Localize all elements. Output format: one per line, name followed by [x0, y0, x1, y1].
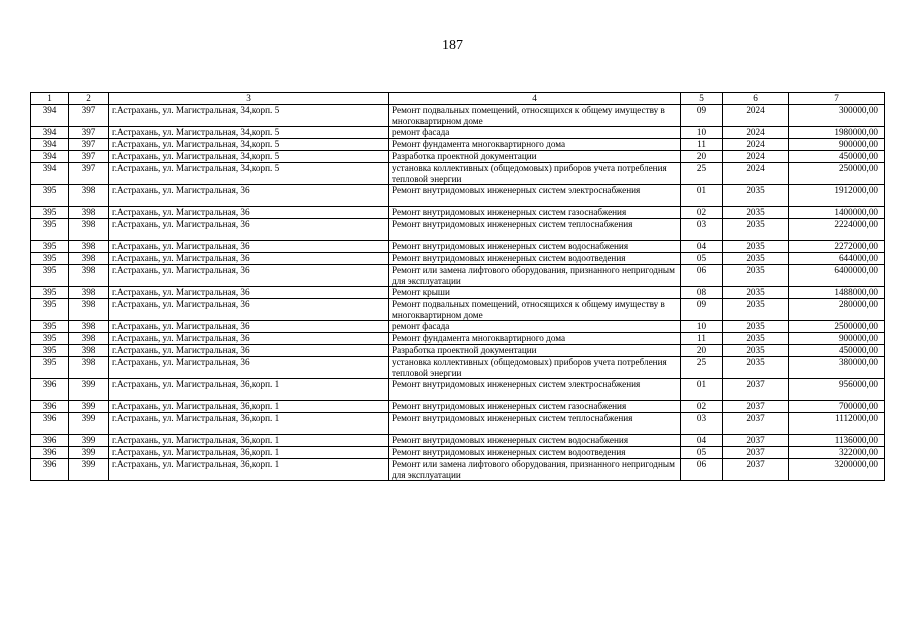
- cell-house-number: 397: [69, 127, 109, 139]
- cell-house-number: 398: [69, 321, 109, 333]
- cell-cost: 1112000,00: [789, 413, 885, 435]
- cell-work-type: Ремонт внутридомовых инженерных систем водоотведения: [389, 447, 681, 459]
- cell-cost: 322000,00: [789, 447, 885, 459]
- cell-house-number: 398: [69, 333, 109, 345]
- cell-work-code: 04: [681, 435, 723, 447]
- cell-cost: 380000,00: [789, 357, 885, 379]
- cell-address: г.Астрахань, ул. Магистральная, 36,корп. 1: [109, 447, 389, 459]
- cell-work-type: Разработка проектной документации: [389, 345, 681, 357]
- cell-address: г.Астрахань, ул. Магистральная, 36: [109, 357, 389, 379]
- cell-object-number: 395: [31, 253, 69, 265]
- cell-work-code: 20: [681, 151, 723, 163]
- cell-object-number: 394: [31, 127, 69, 139]
- cell-house-number: 398: [69, 185, 109, 207]
- cell-year: 2037: [723, 435, 789, 447]
- cell-cost: 1980000,00: [789, 127, 885, 139]
- cell-object-number: 396: [31, 435, 69, 447]
- cell-year: 2035: [723, 219, 789, 241]
- table-row: [31, 357, 885, 379]
- cell-house-number: 397: [69, 151, 109, 163]
- cell-year: 2037: [723, 459, 789, 481]
- cell-cost: 250000,00: [789, 163, 885, 185]
- cell-object-number: 395: [31, 333, 69, 345]
- cell-year: 2037: [723, 413, 789, 435]
- cell-year: 2035: [723, 299, 789, 321]
- table-row: [31, 127, 885, 139]
- cell-work-type: Ремонт внутридомовых инженерных систем электроснабжения: [389, 379, 681, 401]
- cell-year: 2037: [723, 401, 789, 413]
- cell-cost: 1488000,00: [789, 287, 885, 299]
- cell-cost: 300000,00: [789, 105, 885, 127]
- cell-house-number: 398: [69, 253, 109, 265]
- cell-house-number: 398: [69, 287, 109, 299]
- cell-object-number: 396: [31, 459, 69, 481]
- table-row: [31, 447, 885, 459]
- table-row: [31, 163, 885, 185]
- cell-house-number: 398: [69, 265, 109, 287]
- table-row: [31, 435, 885, 447]
- table-row: [31, 459, 885, 481]
- cell-house-number: 399: [69, 435, 109, 447]
- cell-work-type: Ремонт подвальных помещений, относящихся к общему имуществу в многоквартирном доме: [389, 105, 681, 127]
- table-row: [31, 139, 885, 151]
- column-header: 4: [389, 93, 681, 105]
- cell-work-code: 25: [681, 357, 723, 379]
- cell-house-number: 397: [69, 139, 109, 151]
- cell-work-type: Ремонт внутридомовых инженерных систем теплоснабжения: [389, 413, 681, 435]
- cell-address: г.Астрахань, ул. Магистральная, 36: [109, 241, 389, 253]
- cell-year: 2035: [723, 207, 789, 219]
- cell-year: 2035: [723, 345, 789, 357]
- cell-work-type: ремонт фасада: [389, 321, 681, 333]
- cell-address: г.Астрахань, ул. Магистральная, 34,корп. 5: [109, 151, 389, 163]
- cell-cost: 1912000,00: [789, 185, 885, 207]
- cell-object-number: 395: [31, 345, 69, 357]
- cell-house-number: 398: [69, 207, 109, 219]
- cell-house-number: 399: [69, 459, 109, 481]
- cell-house-number: 398: [69, 299, 109, 321]
- column-header: 3: [109, 93, 389, 105]
- cell-work-type: Ремонт внутридомовых инженерных систем водоснабжения: [389, 241, 681, 253]
- cell-address: г.Астрахань, ул. Магистральная, 36: [109, 345, 389, 357]
- table-row: [31, 151, 885, 163]
- cell-object-number: 395: [31, 241, 69, 253]
- cell-address: г.Астрахань, ул. Магистральная, 36,корп. 1: [109, 401, 389, 413]
- cell-year: 2035: [723, 241, 789, 253]
- cell-object-number: 396: [31, 379, 69, 401]
- cell-work-type: Ремонт фундамента многоквартирного дома: [389, 139, 681, 151]
- cell-object-number: 395: [31, 287, 69, 299]
- cell-object-number: 394: [31, 139, 69, 151]
- cell-work-code: 06: [681, 265, 723, 287]
- cell-cost: 2224000,00: [789, 219, 885, 241]
- cell-work-type: Ремонт фундамента многоквартирного дома: [389, 333, 681, 345]
- cell-house-number: 397: [69, 105, 109, 127]
- cell-work-code: 02: [681, 207, 723, 219]
- cell-cost: 956000,00: [789, 379, 885, 401]
- column-header: 1: [31, 93, 69, 105]
- cell-year: 2035: [723, 357, 789, 379]
- cell-object-number: 395: [31, 299, 69, 321]
- table-row: [31, 287, 885, 299]
- cell-cost: 644000,00: [789, 253, 885, 265]
- column-header: 2: [69, 93, 109, 105]
- cell-house-number: 399: [69, 413, 109, 435]
- table-row: [31, 105, 885, 127]
- cell-work-type: Ремонт внутридомовых инженерных систем водоснабжения: [389, 435, 681, 447]
- table-row: [31, 379, 885, 401]
- cell-work-code: 25: [681, 163, 723, 185]
- cell-work-code: 20: [681, 345, 723, 357]
- cell-work-code: 10: [681, 321, 723, 333]
- cell-year: 2035: [723, 287, 789, 299]
- cell-object-number: 396: [31, 413, 69, 435]
- cell-year: 2035: [723, 333, 789, 345]
- cell-address: г.Астрахань, ул. Магистральная, 36,корп. 1: [109, 459, 389, 481]
- cell-address: г.Астрахань, ул. Магистральная, 36,корп. 1: [109, 435, 389, 447]
- cell-work-type: Ремонт или замена лифтового оборудования, признанного непригодным для эксплуатации: [389, 265, 681, 287]
- cell-work-code: 11: [681, 333, 723, 345]
- cell-work-code: 09: [681, 105, 723, 127]
- cell-address: г.Астрахань, ул. Магистральная, 36: [109, 265, 389, 287]
- table-header-row: [31, 93, 885, 105]
- cell-house-number: 398: [69, 357, 109, 379]
- repair-schedule-table: [30, 92, 885, 481]
- cell-object-number: 396: [31, 401, 69, 413]
- table-row: [31, 241, 885, 253]
- cell-address: г.Астрахань, ул. Магистральная, 36,корп. 1: [109, 379, 389, 401]
- cell-object-number: 395: [31, 265, 69, 287]
- cell-year: 2024: [723, 105, 789, 127]
- cell-cost: 900000,00: [789, 333, 885, 345]
- cell-house-number: 399: [69, 447, 109, 459]
- cell-object-number: 395: [31, 357, 69, 379]
- page-number: 187: [442, 38, 463, 53]
- cell-work-type: Ремонт внутридомовых инженерных систем газоснабжения: [389, 207, 681, 219]
- cell-address: г.Астрахань, ул. Магистральная, 34,корп. 5: [109, 127, 389, 139]
- table-body: [31, 105, 885, 481]
- cell-house-number: 399: [69, 379, 109, 401]
- cell-work-type: Ремонт внутридомовых инженерных систем теплоснабжения: [389, 219, 681, 241]
- cell-address: г.Астрахань, ул. Магистральная, 34,корп. 5: [109, 163, 389, 185]
- cell-work-type: Ремонт внутридомовых инженерных систем электроснабжения: [389, 185, 681, 207]
- cell-year: 2024: [723, 151, 789, 163]
- cell-house-number: 398: [69, 241, 109, 253]
- cell-object-number: 394: [31, 105, 69, 127]
- cell-work-code: 01: [681, 379, 723, 401]
- cell-address: г.Астрахань, ул. Магистральная, 34,корп. 5: [109, 105, 389, 127]
- cell-address: г.Астрахань, ул. Магистральная, 36: [109, 287, 389, 299]
- table-row: [31, 253, 885, 265]
- cell-year: 2035: [723, 265, 789, 287]
- cell-address: г.Астрахань, ул. Магистральная, 36: [109, 299, 389, 321]
- cell-object-number: 395: [31, 207, 69, 219]
- cell-cost: 3200000,00: [789, 459, 885, 481]
- cell-year: 2024: [723, 139, 789, 151]
- cell-cost: 1400000,00: [789, 207, 885, 219]
- cell-work-type: Разработка проектной документации: [389, 151, 681, 163]
- cell-work-code: 04: [681, 241, 723, 253]
- table-row: [31, 185, 885, 207]
- cell-house-number: 398: [69, 219, 109, 241]
- cell-cost: 450000,00: [789, 345, 885, 357]
- cell-work-code: 06: [681, 459, 723, 481]
- cell-work-type: Ремонт крыши: [389, 287, 681, 299]
- table-row: [31, 219, 885, 241]
- cell-work-code: 01: [681, 185, 723, 207]
- table-row: [31, 333, 885, 345]
- cell-address: г.Астрахань, ул. Магистральная, 34,корп. 5: [109, 139, 389, 151]
- cell-work-type: Ремонт внутридомовых инженерных систем газоснабжения: [389, 401, 681, 413]
- cell-address: г.Астрахань, ул. Магистральная, 36: [109, 333, 389, 345]
- cell-year: 2035: [723, 185, 789, 207]
- cell-work-code: 05: [681, 253, 723, 265]
- cell-cost: 6400000,00: [789, 265, 885, 287]
- table-row: [31, 321, 885, 333]
- cell-cost: 1136000,00: [789, 435, 885, 447]
- cell-cost: 280000,00: [789, 299, 885, 321]
- cell-work-type: Ремонт подвальных помещений, относящихся к общему имуществу в многоквартирном доме: [389, 299, 681, 321]
- cell-year: 2024: [723, 163, 789, 185]
- cell-cost: 2500000,00: [789, 321, 885, 333]
- cell-year: 2037: [723, 447, 789, 459]
- table-row: [31, 265, 885, 287]
- table-row: [31, 207, 885, 219]
- cell-cost: 450000,00: [789, 151, 885, 163]
- cell-work-type: Ремонт внутридомовых инженерных систем водоотведения: [389, 253, 681, 265]
- cell-object-number: 394: [31, 163, 69, 185]
- table-row: [31, 401, 885, 413]
- cell-object-number: 396: [31, 447, 69, 459]
- cell-cost: 900000,00: [789, 139, 885, 151]
- cell-year: 2037: [723, 379, 789, 401]
- cell-object-number: 395: [31, 219, 69, 241]
- cell-work-code: 03: [681, 219, 723, 241]
- cell-year: 2035: [723, 321, 789, 333]
- table-row: [31, 299, 885, 321]
- cell-work-type: установка коллективных (общедомовых) приборов учета потребления тепловой энергии: [389, 357, 681, 379]
- cell-cost: 2272000,00: [789, 241, 885, 253]
- cell-address: г.Астрахань, ул. Магистральная, 36: [109, 207, 389, 219]
- cell-house-number: 398: [69, 345, 109, 357]
- cell-work-code: 11: [681, 139, 723, 151]
- cell-cost: 700000,00: [789, 401, 885, 413]
- column-header: 7: [789, 93, 885, 105]
- table-row: [31, 413, 885, 435]
- column-header: 6: [723, 93, 789, 105]
- cell-house-number: 397: [69, 163, 109, 185]
- cell-address: г.Астрахань, ул. Магистральная, 36: [109, 185, 389, 207]
- cell-object-number: 395: [31, 185, 69, 207]
- cell-address: г.Астрахань, ул. Магистральная, 36: [109, 253, 389, 265]
- cell-work-code: 08: [681, 287, 723, 299]
- cell-house-number: 399: [69, 401, 109, 413]
- cell-work-type: Ремонт или замена лифтового оборудования, признанного непригодным для эксплуатации: [389, 459, 681, 481]
- cell-work-code: 02: [681, 401, 723, 413]
- cell-year: 2035: [723, 253, 789, 265]
- cell-address: г.Астрахань, ул. Магистральная, 36: [109, 321, 389, 333]
- cell-year: 2024: [723, 127, 789, 139]
- cell-object-number: 395: [31, 321, 69, 333]
- cell-work-code: 03: [681, 413, 723, 435]
- cell-work-code: 05: [681, 447, 723, 459]
- cell-work-type: ремонт фасада: [389, 127, 681, 139]
- cell-address: г.Астрахань, ул. Магистральная, 36,корп. 1: [109, 413, 389, 435]
- cell-object-number: 394: [31, 151, 69, 163]
- cell-address: г.Астрахань, ул. Магистральная, 36: [109, 219, 389, 241]
- table-row: [31, 345, 885, 357]
- column-header: 5: [681, 93, 723, 105]
- cell-work-code: 10: [681, 127, 723, 139]
- cell-work-code: 09: [681, 299, 723, 321]
- cell-work-type: установка коллективных (общедомовых) приборов учета потребления тепловой энергии: [389, 163, 681, 185]
